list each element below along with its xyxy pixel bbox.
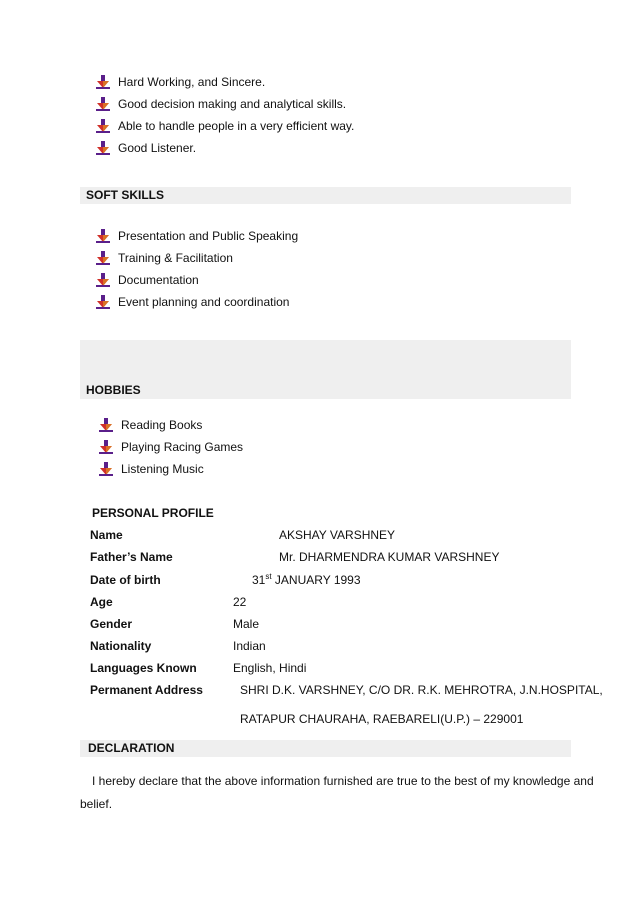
qualities-list	[96, 71, 354, 159]
list-item	[96, 291, 298, 313]
list-item-text: Hard Working, and Sincere.	[118, 75, 266, 89]
languages-value: English, Hindi	[233, 661, 307, 675]
list-item	[96, 247, 298, 269]
list-item	[96, 225, 298, 247]
list-item-text: Documentation	[118, 273, 199, 287]
age-label: Age	[90, 595, 113, 609]
name-value: AKSHAY VARSHNEY	[279, 528, 396, 542]
list-item	[96, 115, 354, 137]
hobbies-heading: HOBBIES	[86, 383, 141, 397]
hobbies-list	[99, 414, 243, 480]
down-arrow-bullet-icon	[99, 418, 113, 432]
down-arrow-bullet-icon	[96, 75, 110, 89]
down-arrow-bullet-icon	[96, 295, 110, 309]
list-item-text: Good Listener.	[118, 141, 197, 155]
dob-day: 31	[252, 573, 266, 587]
list-item-text: Good decision making and analytical skills.	[118, 97, 347, 111]
address-line-1: SHRI D.K. VARSHNEY, C/O DR. R.K. MEHROTRA, J.N.HOSPITAL,	[240, 683, 603, 697]
soft-skills-heading-bar	[80, 187, 571, 204]
gender-label: Gender	[90, 617, 133, 631]
nationality-value: Indian	[233, 639, 266, 653]
gender-value: Male	[233, 617, 260, 631]
address-line-2: RATAPUR CHAURAHA, RAEBARELI(U.P.) – 229001	[240, 712, 524, 726]
down-arrow-bullet-icon	[96, 229, 110, 243]
personal-profile-heading: PERSONAL PROFILE	[92, 506, 214, 520]
list-item-text: Able to handle people in a very efficient way.	[118, 119, 355, 133]
soft-skills-heading: SOFT SKILLS	[86, 188, 164, 202]
declaration-line-1: I hereby declare that the above information furnished are true to the best of my knowledge and	[92, 774, 594, 788]
list-item-text: Presentation and Public Speaking	[118, 229, 299, 243]
declaration-heading: DECLARATION	[88, 741, 175, 755]
down-arrow-bullet-icon	[96, 141, 110, 155]
address-label: Permanent Address	[90, 683, 203, 697]
down-arrow-bullet-icon	[99, 440, 113, 454]
list-item	[96, 269, 298, 291]
age-value: 22	[233, 595, 247, 609]
list-item	[99, 458, 243, 480]
down-arrow-bullet-icon	[96, 119, 110, 133]
hobbies-heading-bar	[80, 340, 571, 399]
down-arrow-bullet-icon	[96, 273, 110, 287]
list-item-text: Reading Books	[121, 418, 203, 432]
soft-skills-list	[96, 225, 298, 313]
list-item-text: Listening Music	[121, 462, 204, 476]
dob-suffix: st	[265, 572, 272, 581]
down-arrow-bullet-icon	[96, 251, 110, 265]
dob-rest: JANUARY 1993	[271, 573, 361, 587]
list-item-text: Training & Facilitation	[118, 251, 233, 265]
declaration-heading-bar	[80, 740, 571, 757]
list-item	[96, 137, 354, 159]
list-item	[99, 414, 243, 436]
down-arrow-bullet-icon	[99, 462, 113, 476]
languages-label: Languages Known	[90, 661, 197, 675]
father-name-label: Father’s Name	[90, 550, 173, 564]
list-item	[99, 436, 243, 458]
list-item	[96, 93, 354, 115]
nationality-label: Nationality	[90, 639, 152, 653]
down-arrow-bullet-icon	[96, 97, 110, 111]
list-item-text: Playing Racing Games	[121, 440, 244, 454]
declaration-line-2: belief.	[80, 797, 113, 811]
dob-value	[252, 573, 361, 587]
name-label: Name	[90, 528, 123, 542]
father-name-value: Mr. DHARMENDRA KUMAR VARSHNEY	[279, 550, 500, 564]
list-item	[96, 71, 354, 93]
dob-label: Date of birth	[90, 573, 161, 587]
list-item-text: Event planning and coordination	[118, 295, 290, 309]
